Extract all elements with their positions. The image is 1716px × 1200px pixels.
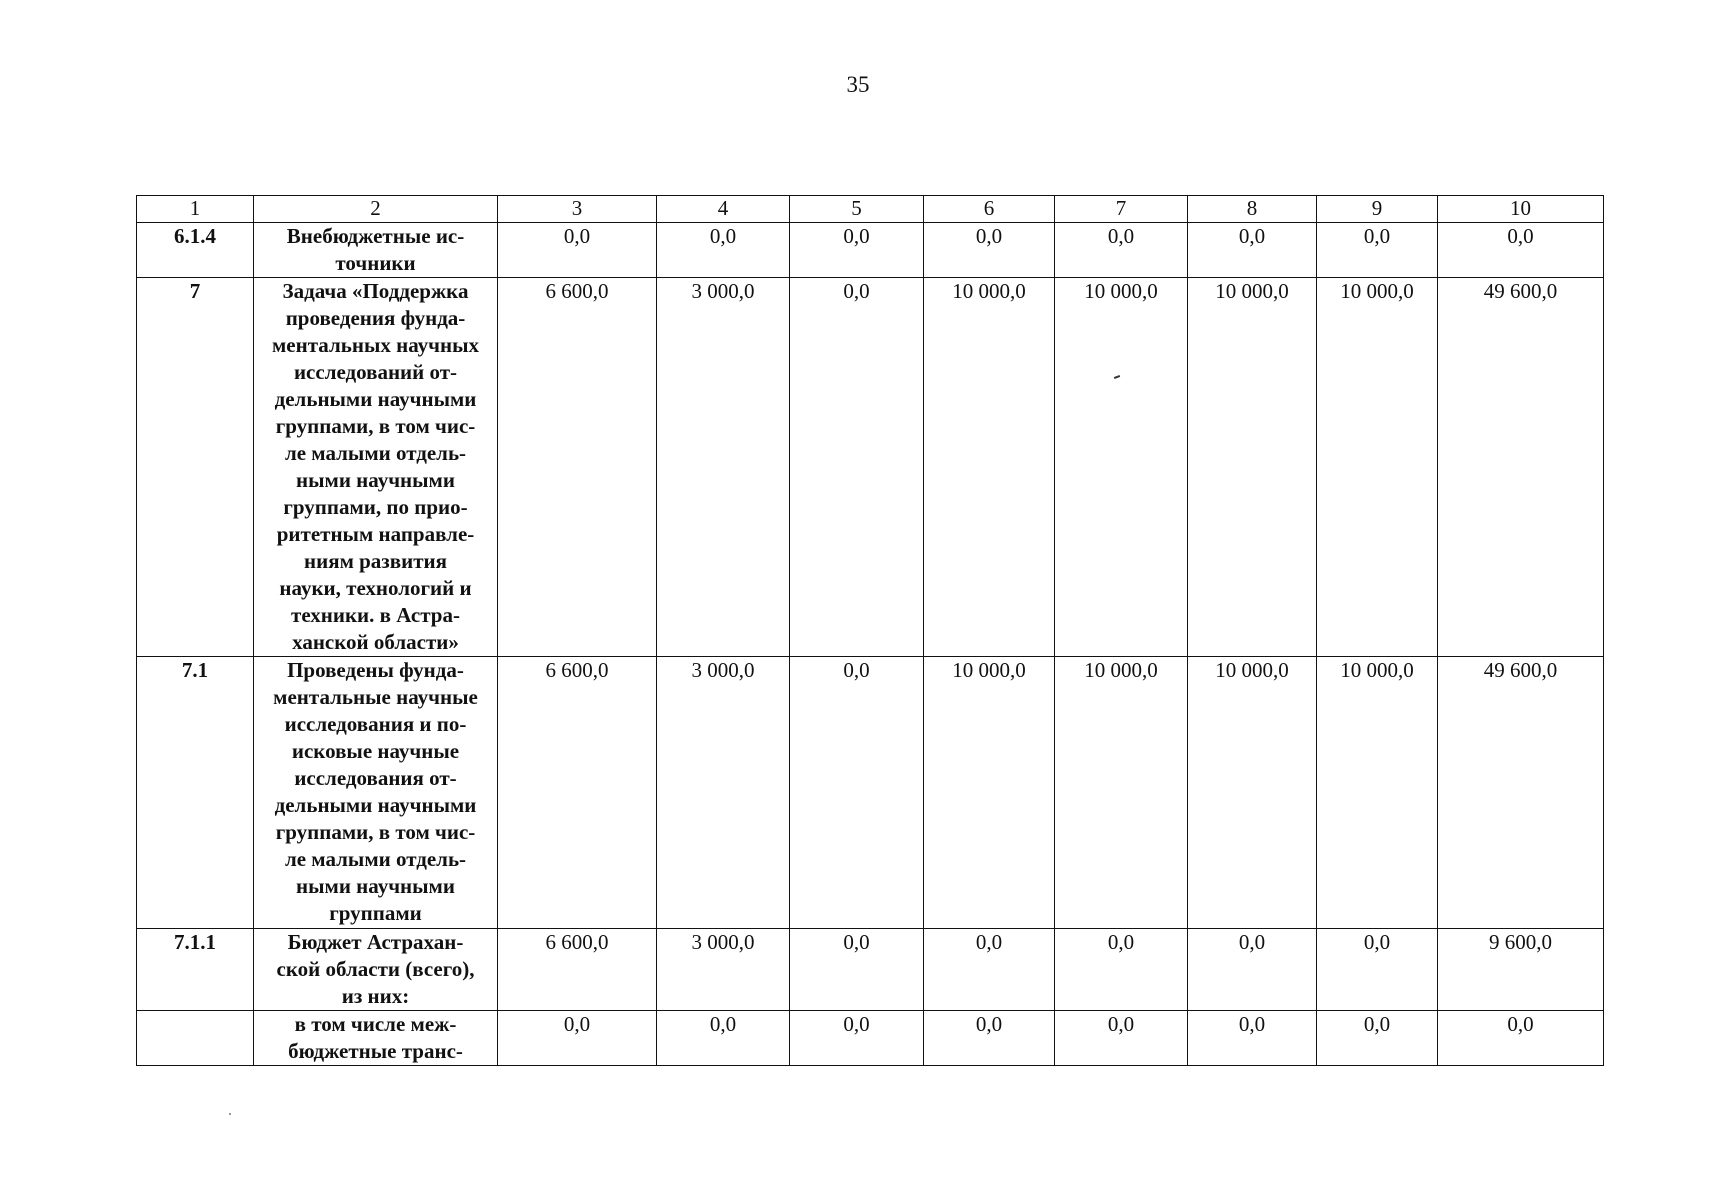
value-cell: 0,0 xyxy=(657,223,790,278)
value-cell: 10 000,0 xyxy=(1055,657,1188,929)
value-cell: 0,0 xyxy=(790,929,924,1011)
row-description: Задача «Поддержка проведения фунда- ментальных научных исследований от- дельными научными группами, в том чис- ле малыми отдель- ными научными группами, по прио- ритетным направле- ниям развития науки, технологий и техники. в Астра- ханской области» xyxy=(254,278,498,657)
row-number: 6.1.4 xyxy=(137,223,254,278)
value-cell: 10 000,0 xyxy=(924,278,1055,657)
row-number xyxy=(137,1011,254,1066)
value-cell: 0,0 xyxy=(498,223,657,278)
column-header: 9 xyxy=(1317,196,1438,223)
value-cell: 10 000,0 xyxy=(1055,278,1188,657)
value-cell: 49 600,0 xyxy=(1438,278,1604,657)
column-header: 7 xyxy=(1055,196,1188,223)
row-number: 7 xyxy=(137,278,254,657)
column-header: 5 xyxy=(790,196,924,223)
scan-dot xyxy=(229,1113,231,1115)
value-cell: 6 600,0 xyxy=(498,657,657,929)
value-cell: 3 000,0 xyxy=(657,657,790,929)
value-cell: 10 000,0 xyxy=(1188,657,1317,929)
value-cell: 9 600,0 xyxy=(1438,929,1604,1011)
table-row xyxy=(137,223,1604,278)
value-cell: 0,0 xyxy=(790,278,924,657)
value-cell: 0,0 xyxy=(1055,929,1188,1011)
column-header: 4 xyxy=(657,196,790,223)
value-cell: 0,0 xyxy=(924,223,1055,278)
value-cell: 49 600,0 xyxy=(1438,657,1604,929)
value-cell: 10 000,0 xyxy=(924,657,1055,929)
value-cell: 0,0 xyxy=(1188,929,1317,1011)
value-cell: 3 000,0 xyxy=(657,278,790,657)
value-cell: 10 000,0 xyxy=(1188,278,1317,657)
row-description: Внебюджетные ис- точники xyxy=(254,223,498,278)
column-header: 3 xyxy=(498,196,657,223)
value-cell: 0,0 xyxy=(790,223,924,278)
value-cell: 10 000,0 xyxy=(1317,278,1438,657)
row-number: 7.1.1 xyxy=(137,929,254,1011)
value-cell: 0,0 xyxy=(1438,223,1604,278)
value-cell: 0,0 xyxy=(790,1011,924,1066)
value-cell: 0,0 xyxy=(1438,1011,1604,1066)
budget-table xyxy=(136,195,1604,1066)
row-description: Проведены фунда- ментальные научные исследования и по- исковые научные исследования от- дельными научными группами, в том чис- ле малыми отдель- ными научными группами xyxy=(254,657,498,929)
value-cell: 0,0 xyxy=(790,657,924,929)
row-description: Бюджет Астрахан- ской области (всего), из них: xyxy=(254,929,498,1011)
table-row xyxy=(137,657,1604,929)
value-cell: 6 600,0 xyxy=(498,278,657,657)
value-cell: 0,0 xyxy=(1188,223,1317,278)
table-row xyxy=(137,278,1604,657)
value-cell: 3 000,0 xyxy=(657,929,790,1011)
table-row xyxy=(137,1011,1604,1066)
table-row xyxy=(137,929,1604,1011)
value-cell: 0,0 xyxy=(1317,1011,1438,1066)
page-number: 35 xyxy=(846,72,870,97)
column-header: 6 xyxy=(924,196,1055,223)
row-number: 7.1 xyxy=(137,657,254,929)
value-cell: 0,0 xyxy=(1188,1011,1317,1066)
value-cell: 0,0 xyxy=(1317,223,1438,278)
column-header: 1 xyxy=(137,196,254,223)
table-header-row xyxy=(137,196,1604,223)
value-cell: 0,0 xyxy=(924,1011,1055,1066)
row-description: в том числе меж- бюджетные транс- xyxy=(254,1011,498,1066)
value-cell: 6 600,0 xyxy=(498,929,657,1011)
column-header: 2 xyxy=(254,196,498,223)
value-cell: 0,0 xyxy=(1055,223,1188,278)
value-cell: 10 000,0 xyxy=(1317,657,1438,929)
value-cell: 0,0 xyxy=(498,1011,657,1066)
value-cell: 0,0 xyxy=(657,1011,790,1066)
value-cell: 0,0 xyxy=(1317,929,1438,1011)
value-cell: 0,0 xyxy=(924,929,1055,1011)
value-cell: 0,0 xyxy=(1055,1011,1188,1066)
column-header: 8 xyxy=(1188,196,1317,223)
column-header: 10 xyxy=(1438,196,1604,223)
